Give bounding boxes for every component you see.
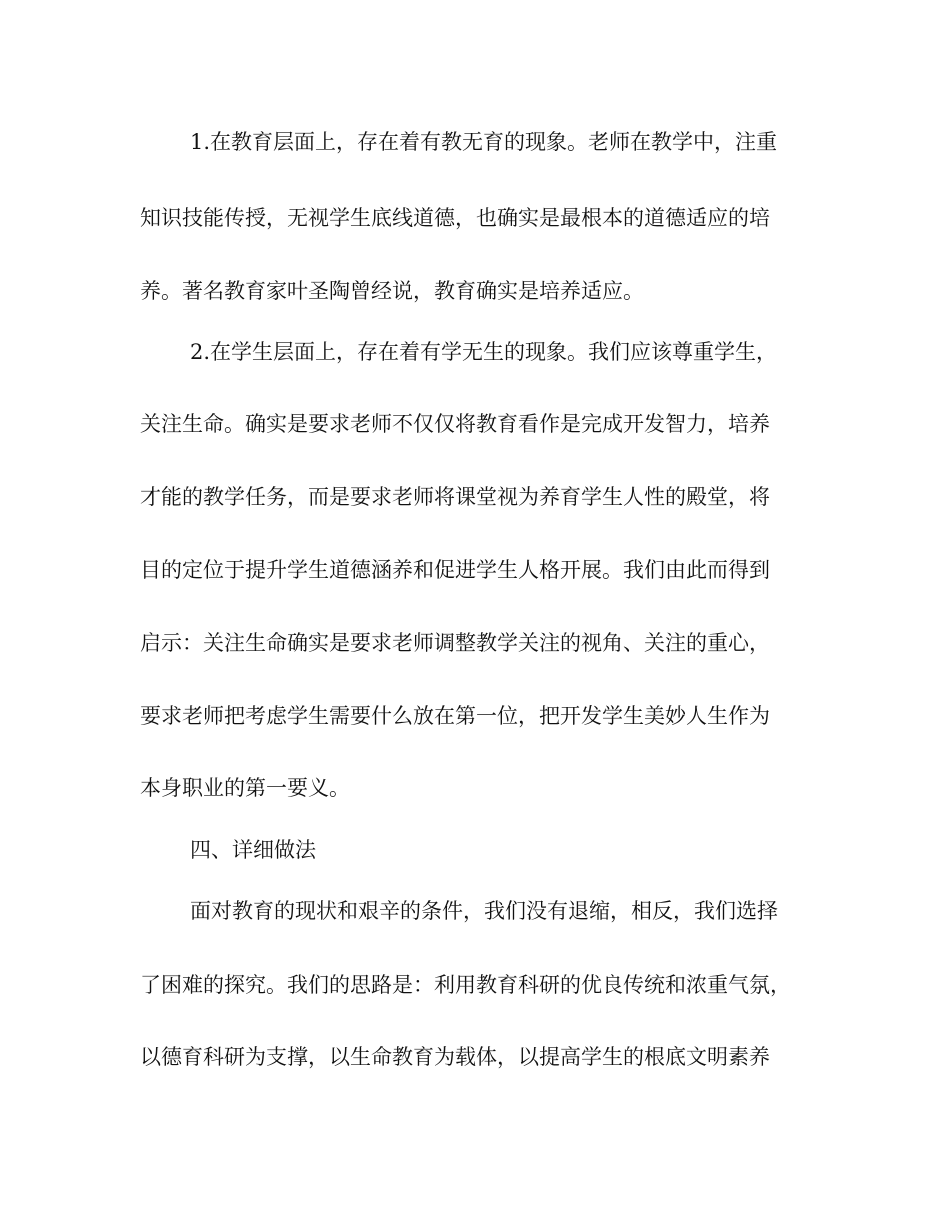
- section-heading: 四、详细做法: [190, 838, 316, 862]
- paragraph-1-line-1: 1.在教育层面上，存在着有教无育的现象。老师在教学中，注重: [190, 130, 778, 154]
- paragraph-2-line-6: 要求老师把考虑学生需要什么放在第一位，把开发学生美妙人生作为: [140, 704, 770, 728]
- paragraph-2-line-7: 本身职业的第一要义。: [140, 776, 350, 800]
- paragraph-2-line-5: 启示：关注生命确实是要求老师调整教学关注的视角、关注的重心，: [140, 631, 770, 655]
- paragraph-2-line-2: 关注生命。确实是要求老师不仅仅将教育看作是完成开发智力，培养: [140, 412, 770, 436]
- paragraph-1-line-3: 养。著名教育家叶圣陶曾经说，教育确实是培养适应。: [140, 279, 644, 303]
- paragraph-2-line-1: 2.在学生层面上，存在着有学无生的现象。我们应该尊重学生，: [190, 340, 778, 364]
- paragraph-1-line-2: 知识技能传授，无视学生底线道德，也确实是最根本的道德适应的培: [140, 206, 770, 230]
- paragraph-4-line-1: 面对教育的现状和艰辛的条件，我们没有退缩，相反，我们选择: [190, 899, 778, 923]
- paragraph-2-line-3: 才能的教学任务，而是要求老师将课堂视为养育学生人性的殿堂，将: [140, 485, 770, 509]
- paragraph-4-line-3: 以德育科研为支撑，以生命教育为载体，以提高学生的根底文明素养: [140, 1045, 770, 1069]
- paragraph-4-line-2: 了困难的探究。我们的思路是：利用教育科研的优良传统和浓重气氛，: [140, 973, 791, 997]
- paragraph-2-line-4: 目的定位于提升学生道德涵养和促进学生人格开展。我们由此而得到: [140, 558, 770, 582]
